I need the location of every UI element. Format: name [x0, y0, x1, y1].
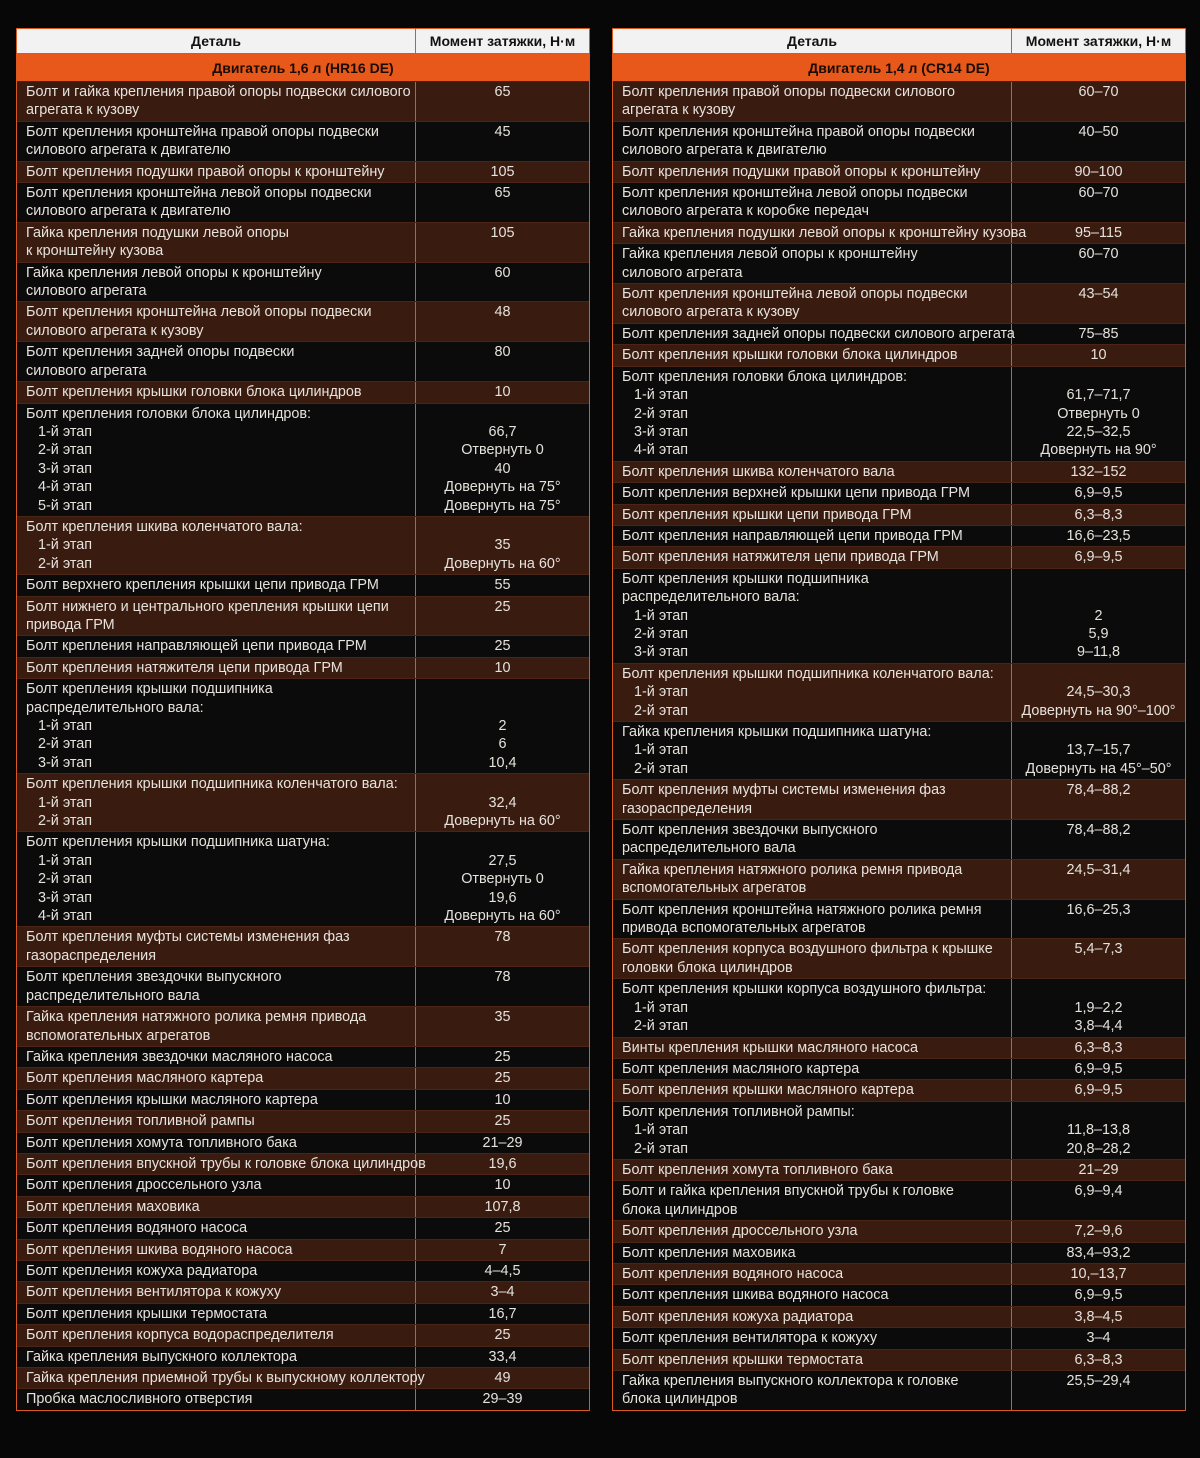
part-cell: Болт крепления направляющей цепи привода ГРМ	[17, 636, 416, 656]
section-title: Двигатель 1,4 л (CR14 DE)	[613, 53, 1185, 81]
torque-cell: 3–4	[490, 1284, 515, 1301]
table-row	[17, 121, 589, 161]
table-row	[17, 262, 589, 302]
table-row	[613, 978, 1185, 1036]
table-row	[613, 344, 1185, 365]
part-cell: Болт нижнего и центрального крепления крышки цепи привода ГРМ	[17, 597, 416, 636]
part-cell: Болт крепления крышки головки блока цилиндров	[17, 382, 416, 402]
part-cell: Болт крепления кронштейна левой опоры подвески силового агрегата к кузову	[17, 302, 416, 341]
table-row	[613, 568, 1185, 663]
torque-cell: 5,4–7,3	[1074, 941, 1123, 958]
torque-cell: 107,8	[484, 1198, 521, 1215]
part-cell: Болт верхнего крепления крышки цепи привода ГРМ	[17, 575, 416, 595]
torque-cell: 35	[494, 1009, 511, 1026]
part-cell: Гайка крепления приемной трубы к выпускному коллектору	[17, 1368, 416, 1388]
table-row	[17, 1367, 589, 1388]
part-cell: Болт крепления дроссельного узла	[613, 1221, 1012, 1241]
torque-cell: 19,6	[488, 1155, 517, 1172]
table-row	[613, 482, 1185, 503]
part-cell: Болт крепления крышки подшипника коленчатого вала: 1-й этап 2-й этап	[17, 774, 416, 831]
torque-cell: 48	[494, 304, 511, 321]
table-row	[613, 366, 1185, 461]
torque-cell: 1,9–2,2 3,8–4,4	[1074, 999, 1123, 1035]
table-row	[613, 504, 1185, 525]
part-cell: Болт крепления натяжителя цепи привода ГРМ	[17, 658, 416, 678]
part-cell: Болт крепления масляного картера	[613, 1059, 1012, 1079]
table-row	[17, 1217, 589, 1238]
torque-cell: 11,8–13,8 20,8–28,2	[1066, 1122, 1131, 1157]
table-row	[613, 899, 1185, 939]
part-cell: Гайка крепления выпускного коллектора	[17, 1347, 416, 1367]
table-row	[17, 1174, 589, 1195]
part-cell: Болт крепления маховика	[613, 1243, 1012, 1263]
torque-cell: 25	[494, 1048, 511, 1065]
table-row	[17, 574, 589, 595]
part-cell: Болт крепления крышки термостата	[613, 1350, 1012, 1370]
table-row	[613, 323, 1185, 344]
part-cell: Болт крепления кронштейна левой опоры подвески силового агрегата к коробке передач	[613, 183, 1012, 222]
table-row	[17, 1196, 589, 1217]
part-cell: Болт крепления звездочки выпускного распределительного вала	[613, 820, 1012, 859]
part-cell: Гайка крепления левой опоры к кронштейну силового агрегата	[613, 244, 1012, 283]
table-rows	[613, 81, 1185, 1410]
torque-cell: 7	[498, 1241, 507, 1258]
torque-cell: 60–70	[1078, 84, 1119, 100]
part-cell: Болт крепления крышки подшипника коленчатого вала: 1-й этап 2-й этап	[613, 664, 1012, 721]
part-cell: Болт крепления головки блока цилиндров: 1-й этап 2-й этап 3-й этап 4-й этап 5-й этап	[17, 404, 416, 516]
table-row	[17, 1067, 589, 1088]
part-cell: Болт крепления вентилятора к кожуху	[613, 1328, 1012, 1348]
table-row	[17, 966, 589, 1006]
table-row	[17, 1239, 589, 1260]
table-row	[17, 516, 589, 574]
table-row	[17, 596, 589, 636]
table-row	[17, 831, 589, 926]
part-cell: Гайка крепления подушки левой опоры к кронштейну кузова	[17, 223, 416, 262]
table-row	[613, 1037, 1185, 1058]
torque-cell: 25	[494, 1070, 511, 1087]
torque-cell: 45	[494, 123, 511, 140]
part-cell: Болт крепления крышки подшипника шатуна: 1-й этап 2-й этап 3-й этап 4-й этап	[17, 832, 416, 926]
torque-cell: 25,5–29,4	[1066, 1373, 1131, 1389]
torque-table-cr14de	[612, 28, 1186, 1411]
table-row	[613, 721, 1185, 779]
part-cell: Болт крепления водяного насоса	[17, 1218, 416, 1238]
part-cell: Болт крепления шкива коленчатого вала: 1-й этап 2-й этап	[17, 517, 416, 574]
part-cell: Гайка крепления звездочки масляного насоса	[17, 1047, 416, 1067]
torque-cell: 6,9–9,5	[1074, 485, 1123, 502]
part-cell: Болт крепления топливной рампы	[17, 1111, 416, 1131]
torque-cell: 78,4–88,2	[1066, 782, 1131, 799]
part-cell: Пробка маслосливного отверстия	[17, 1389, 416, 1409]
torque-cell: 10	[494, 1091, 511, 1108]
part-cell: Болт крепления задней опоры подвески силового агрегата	[17, 342, 416, 381]
part-cell: Болт крепления кронштейна правой опоры подвески силового агрегата к двигателю	[613, 122, 1012, 161]
table-row	[613, 1327, 1185, 1348]
table-row	[613, 1159, 1185, 1180]
table-row	[613, 1263, 1185, 1284]
table-row	[613, 1349, 1185, 1370]
table-header	[17, 29, 589, 53]
table-row	[613, 1306, 1185, 1327]
table-row	[17, 1153, 589, 1174]
torque-cell: 75–85	[1078, 325, 1119, 342]
table-row	[613, 243, 1185, 283]
torque-cell: 78,4–88,2	[1066, 822, 1131, 839]
table-row	[613, 1370, 1185, 1410]
part-cell: Болт крепления правой опоры подвески силового агрегата к кузову	[613, 82, 1012, 121]
torque-cell: 10	[494, 1177, 511, 1194]
part-cell: Гайка крепления крышки подшипника шатуна: 1-й этап 2-й этап	[613, 722, 1012, 779]
table-row	[17, 222, 589, 262]
table-row	[17, 1346, 589, 1367]
torque-table-hr16de	[16, 28, 590, 1411]
part-cell: Болт крепления крышки цепи привода ГРМ	[613, 505, 1012, 525]
table-row	[613, 779, 1185, 819]
table-row	[17, 1132, 589, 1153]
table-row	[17, 1110, 589, 1131]
torque-cell: 10	[494, 384, 511, 401]
torque-cell: 78	[494, 929, 511, 946]
table-row	[613, 1079, 1185, 1100]
part-cell: Болт крепления муфты системы изменения фаз газораспределения	[17, 927, 416, 966]
torque-cell: 49	[494, 1370, 511, 1386]
part-cell: Болт крепления дроссельного узла	[17, 1175, 416, 1195]
header-part: Деталь	[613, 29, 1012, 53]
part-cell: Болт крепления крышки масляного картера	[17, 1090, 416, 1110]
table-row	[17, 381, 589, 402]
table-row	[613, 1242, 1185, 1263]
torque-cell: 6,3–8,3	[1074, 506, 1123, 523]
torque-cell: 3,8–4,5	[1074, 1308, 1123, 1325]
part-cell: Болт крепления верхней крышки цепи привода ГРМ	[613, 483, 1012, 503]
torque-cell: 25	[494, 1327, 511, 1344]
torque-cell: 6,9–9,5	[1074, 549, 1123, 566]
table-row	[17, 678, 589, 773]
table-row	[17, 341, 589, 381]
torque-cell: 6,9–9,5	[1074, 1082, 1123, 1099]
table-row	[17, 182, 589, 222]
part-cell: Болт крепления кронштейна левой опоры подвески силового агрегата к кузову	[613, 284, 1012, 323]
part-cell: Болт крепления задней опоры подвески силового агрегата	[613, 324, 1012, 344]
torque-cell: 10	[1090, 347, 1107, 364]
table-row	[613, 283, 1185, 323]
part-cell: Болт крепления корпуса водораспределителя	[17, 1325, 416, 1345]
part-cell: Гайка крепления подушки левой опоры к кронштейну кузова	[613, 223, 1012, 243]
part-cell: Болт крепления топливной рампы: 1-й этап 2-й этап	[613, 1102, 1012, 1159]
table-rows	[17, 81, 589, 1410]
table-row	[17, 1324, 589, 1345]
torque-cell: 6,9–9,4	[1074, 1183, 1123, 1200]
part-cell: Болт крепления масляного картера	[17, 1068, 416, 1088]
table-row	[17, 1089, 589, 1110]
table-row	[613, 546, 1185, 567]
part-cell: Болт крепления направляющей цепи привода ГРМ	[613, 526, 1012, 546]
part-cell: Болт крепления подушки правой опоры к кронштейну	[613, 162, 1012, 182]
torque-cell: 40–50	[1078, 123, 1119, 140]
table-row	[613, 1101, 1185, 1159]
torque-cell: 16,6–25,3	[1066, 901, 1131, 918]
table-row	[613, 1180, 1185, 1220]
table-row	[613, 1220, 1185, 1241]
table-row	[17, 1303, 589, 1324]
torque-cell: 25	[494, 598, 511, 615]
part-cell: Болт крепления хомута топливного бака	[17, 1133, 416, 1153]
part-cell: Болт крепления маховика	[17, 1197, 416, 1217]
part-cell: Болт крепления кронштейна натяжного ролика ремня привода вспомогательных агрегатов	[613, 900, 1012, 939]
torque-cell: 16,6–23,5	[1066, 527, 1131, 544]
torque-cell: 55	[494, 577, 511, 594]
part-cell: Гайка крепления выпускного коллектора к головке блока цилиндров	[613, 1371, 1012, 1410]
part-cell: Болт крепления шкива водяного насоса	[17, 1240, 416, 1260]
part-cell: Болт крепления шкива водяного насоса	[613, 1285, 1012, 1305]
torque-cell: 33,4	[488, 1348, 517, 1365]
torque-cell: 13,7–15,7 Довернуть на 45°–50°	[1025, 742, 1172, 777]
torque-cell: 2 6 10,4	[488, 718, 517, 771]
part-cell: Болт крепления хомута топливного бака	[613, 1160, 1012, 1180]
part-cell: Болт и гайка крепления правой опоры подвески силового агрегата к кузову	[17, 82, 416, 121]
table-row	[17, 635, 589, 656]
table-row	[613, 525, 1185, 546]
part-cell: Болт крепления кронштейна левой опоры подвески силового агрегата к двигателю	[17, 183, 416, 222]
table-row	[613, 161, 1185, 182]
part-cell: Болт и гайка крепления впускной трубы к головке блока цилиндров	[613, 1181, 1012, 1220]
part-cell: Болт крепления корпуса воздушного фильтра к крышке головки блока цилиндров	[613, 939, 1012, 978]
torque-cell: 6,9–9,5	[1074, 1287, 1123, 1304]
header-part: Деталь	[17, 29, 416, 53]
torque-cell: 32,4 Довернуть на 60°	[444, 794, 561, 830]
table-row	[17, 1006, 589, 1046]
part-cell: Болт крепления муфты системы изменения фаз газораспределения	[613, 780, 1012, 819]
part-cell: Болт крепления впускной трубы к головке блока цилиндров	[17, 1154, 416, 1174]
table-row	[17, 403, 589, 516]
torque-cell: 4–4,5	[484, 1262, 521, 1279]
torque-cell: 29–39	[482, 1391, 523, 1408]
torque-cell: 60	[494, 264, 511, 281]
torque-cell: 65	[494, 185, 511, 202]
torque-cell: 25	[494, 1220, 511, 1237]
part-cell: Болт крепления головки блока цилиндров: 1-й этап 2-й этап 3-й этап 4-й этап	[613, 367, 1012, 461]
table-row	[613, 182, 1185, 222]
part-cell: Болт крепления крышки головки блока цилиндров	[613, 345, 1012, 365]
torque-cell: 80	[494, 344, 511, 361]
torque-cell: 105	[490, 224, 515, 241]
header-torque: Момент затяжки, Н·м	[429, 33, 576, 49]
part-cell: Болт крепления кожуха радиатора	[17, 1261, 416, 1281]
table-row	[613, 222, 1185, 243]
torque-cell: 78	[494, 969, 511, 986]
table-row	[17, 301, 589, 341]
part-cell: Винты крепления крышки масляного насоса	[613, 1038, 1012, 1058]
part-cell: Болт крепления крышки подшипника распределительного вала: 1-й этап 2-й этап 3-й этап	[17, 679, 416, 773]
table-row	[613, 663, 1185, 721]
part-cell: Болт крепления подушки правой опоры к кронштейну	[17, 162, 416, 182]
torque-cell: 27,5 Отвернуть 0 19,6 Довернуть на 60°	[444, 852, 561, 925]
torque-cell: 61,7–71,7 Отвернуть 0 22,5–32,5 Довернуть на 90°	[1040, 387, 1157, 459]
part-cell: Болт крепления вентилятора к кожуху	[17, 1282, 416, 1302]
table-row	[17, 926, 589, 966]
part-cell: Болт крепления крышки корпуса воздушного фильтра: 1-й этап 2-й этап	[613, 979, 1012, 1036]
part-cell: Болт крепления водяного насоса	[613, 1264, 1012, 1284]
part-cell: Гайка крепления натяжного ролика ремня привода вспомогательных агрегатов	[613, 860, 1012, 899]
table-row	[17, 81, 589, 121]
torque-cell: 2 5,9 9–11,8	[1077, 607, 1120, 661]
part-cell: Болт крепления крышки подшипника распределительного вала: 1-й этап 2-й этап 3-й этап	[613, 569, 1012, 663]
table-row	[613, 461, 1185, 482]
table-row	[17, 1260, 589, 1281]
torque-cell: 132–152	[1070, 463, 1127, 480]
torque-cell: 21–29	[482, 1134, 523, 1151]
table-row	[613, 1284, 1185, 1305]
torque-cell: 16,7	[488, 1305, 517, 1322]
part-cell: Гайка крепления левой опоры к кронштейну силового агрегата	[17, 263, 416, 302]
part-cell: Болт крепления звездочки выпускного распределительного вала	[17, 967, 416, 1006]
torque-cell: 24,5–30,3 Довернуть на 90°–100°	[1021, 684, 1176, 719]
table-row	[17, 1281, 589, 1302]
torque-cell: 10	[494, 659, 511, 676]
part-cell: Болт крепления натяжителя цепи привода ГРМ	[613, 547, 1012, 567]
table-row	[613, 859, 1185, 899]
torque-cell: 24,5–31,4	[1066, 861, 1131, 878]
table-row	[613, 819, 1185, 859]
part-cell: Гайка крепления натяжного ролика ремня привода вспомогательных агрегатов	[17, 1007, 416, 1046]
table-row	[613, 121, 1185, 161]
torque-cell: 3–4	[1086, 1330, 1111, 1347]
torque-cell: 35 Довернуть на 60°	[444, 537, 561, 572]
part-cell: Болт крепления крышки масляного картера	[613, 1080, 1012, 1100]
table-row	[613, 81, 1185, 121]
torque-cell: 66,7 Отвернуть 0 40 Довернуть на 75° Довернуть на 75°	[444, 423, 561, 514]
table-row	[17, 773, 589, 831]
header-torque: Момент затяжки, Н·м	[1025, 33, 1172, 49]
torque-cell: 10,–13,7	[1070, 1265, 1127, 1282]
torque-cell: 6,9–9,5	[1074, 1060, 1123, 1077]
torque-cell: 6,3–8,3	[1074, 1039, 1123, 1056]
torque-cell: 65	[494, 84, 511, 100]
torque-cell: 6,3–8,3	[1074, 1351, 1123, 1368]
torque-cell: 95–115	[1075, 224, 1122, 241]
part-cell: Болт крепления кожуха радиатора	[613, 1307, 1012, 1327]
torque-cell: 7,2–9,6	[1074, 1223, 1123, 1240]
table-row	[17, 161, 589, 182]
table-row	[613, 938, 1185, 978]
torque-cell: 25	[494, 638, 511, 655]
torque-cell: 105	[490, 163, 515, 180]
torque-cell: 43–54	[1078, 286, 1119, 303]
torque-cell: 90–100	[1074, 163, 1123, 180]
torque-cell: 21–29	[1078, 1161, 1119, 1178]
table-row	[17, 657, 589, 678]
table-row	[17, 1046, 589, 1067]
section-title: Двигатель 1,6 л (HR16 DE)	[17, 53, 589, 81]
table-row	[17, 1388, 589, 1409]
part-cell: Болт крепления шкива коленчатого вала	[613, 462, 1012, 482]
torque-cell: 60–70	[1078, 185, 1119, 202]
table-row	[613, 1058, 1185, 1079]
torque-cell: 25	[494, 1113, 511, 1130]
torque-cell: 83,4–93,2	[1066, 1244, 1131, 1261]
part-cell: Болт крепления крышки термостата	[17, 1304, 416, 1324]
torque-cell: 60–70	[1078, 246, 1119, 263]
part-cell: Болт крепления кронштейна правой опоры подвески силового агрегата к двигателю	[17, 122, 416, 161]
table-header	[613, 29, 1185, 53]
